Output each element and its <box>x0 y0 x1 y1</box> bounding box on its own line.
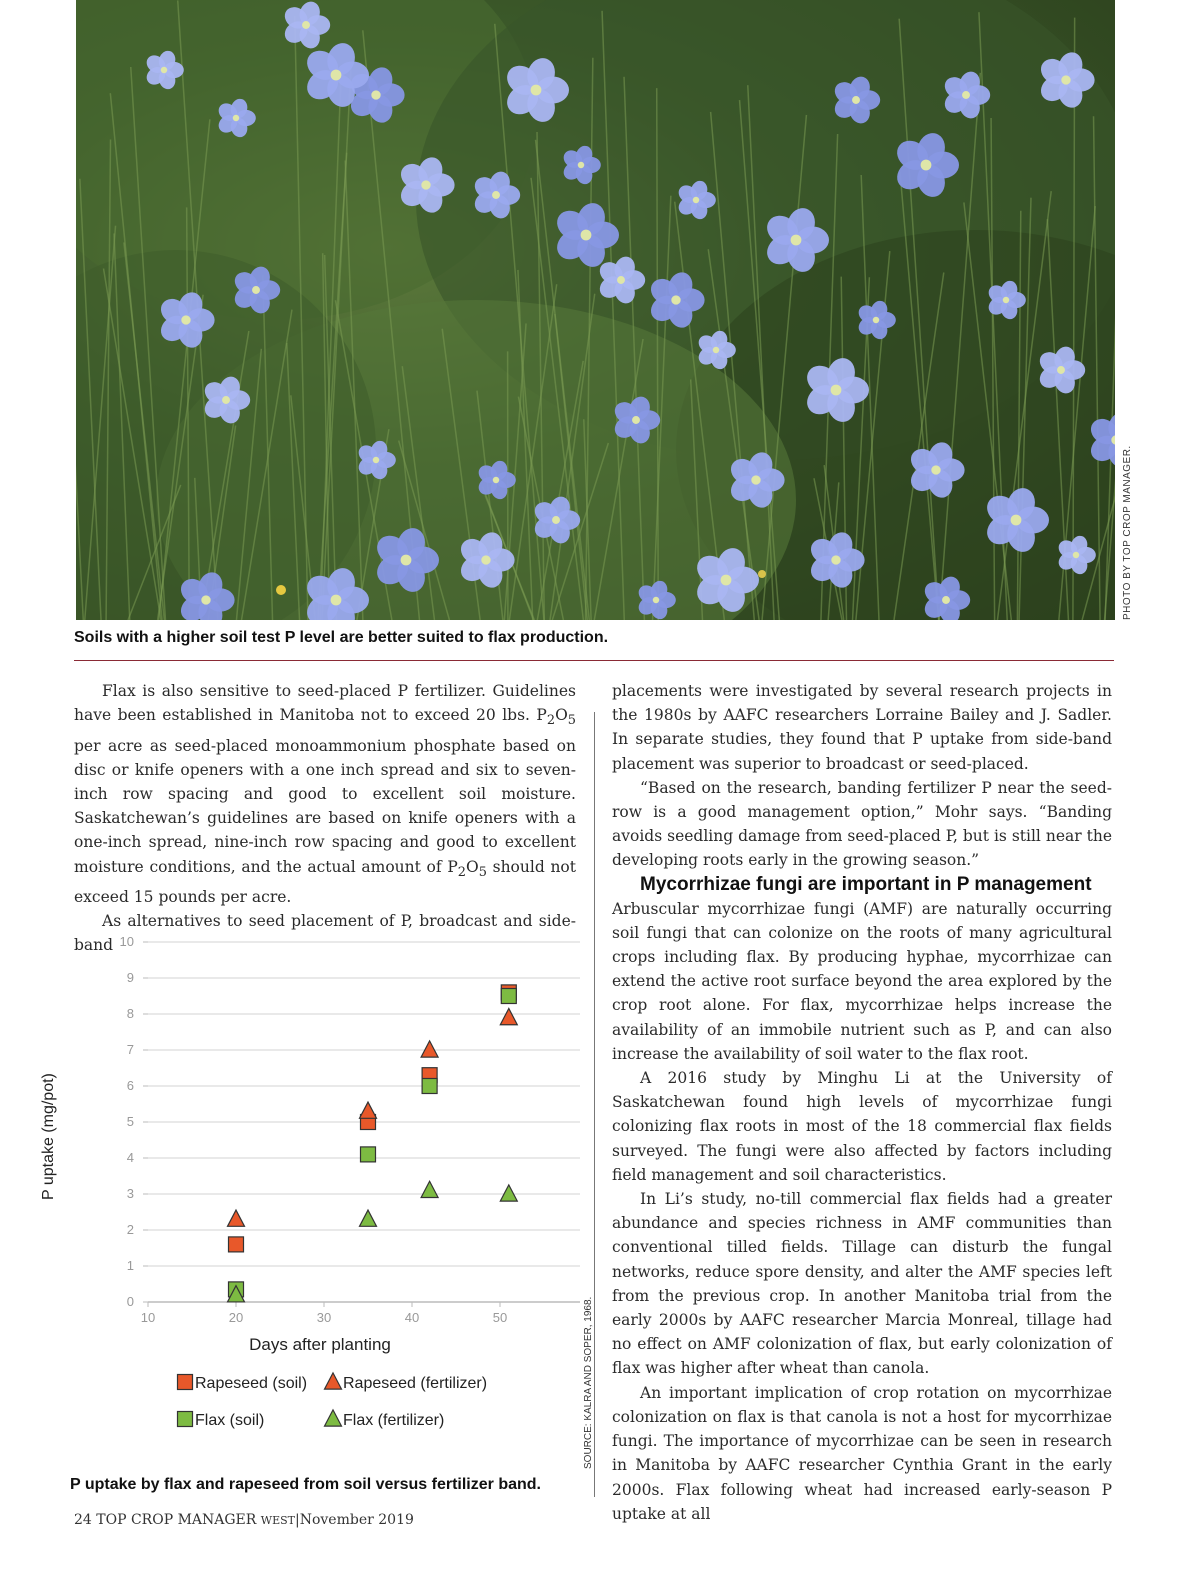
y-tick-label: 6 <box>126 1078 134 1093</box>
section-subhead: Mycorrhizae fungi are important in P management <box>640 873 1092 895</box>
legend-marker <box>178 1375 193 1390</box>
data-point-triangle <box>360 1210 377 1226</box>
chart-canvas <box>40 925 580 1470</box>
paragraph: In Li’s study, no-till commercial flax fields had a greater abundance and species richness in AMF communities than conventional tilled fields. Tillage can disturb the fungal networks, reduce spore density, and alter the AMF species left from the previous crop. In another Manitoba trial from the early 2000s by AAFC researcher Marcia Monreal, tillage had no effect on AMF colonization of flax, but early colonization of flax was higher after wheat than canola. <box>612 1190 1112 1378</box>
y-tick-label: 10 <box>119 934 134 949</box>
flax-flowers-illustration <box>76 0 1115 620</box>
page-number: 24 <box>74 1512 92 1528</box>
data-point-triangle <box>228 1210 245 1226</box>
paragraph: A 2016 study by Minghu Li at the University of Saskatchewan found high levels of mycorrhizae fungi colonizing flax roots in most of the 18 commercial flax fields surveyed. The fungi were also affected by factors including field management and soil characteristics. <box>612 1069 1112 1184</box>
legend-label: Rapeseed (soil) <box>195 1375 308 1392</box>
left-column <box>74 679 576 957</box>
data-point-square <box>229 1237 244 1252</box>
paragraph: Flax is also sensitive to seed-placed P fertilizer. Guidelines have been established in Manitoba not to exceed 20 lbs. $P_2O_5$ per acre as seed-placed monoammonium phosphate based on disc or knife openers with a one inch spread and six to seven-inch row spacing and good to excellent soil moisture. Saskatchewan’s guidelines are based on knife openers with a one-inch spread, nine-inch row spacing and good to excellent moisture conditions, and the actual amount of $P_2O_5$ should not exceed 15 pounds per acre. <box>74 682 576 906</box>
legend-label: Flax (soil) <box>195 1412 265 1429</box>
data-point-triangle <box>500 1185 517 1201</box>
y-axis-label: P uptake (mg/pot) <box>40 1073 57 1200</box>
chart-source: SOURCE: KALRA AND SOPER, 1968. <box>583 1296 594 1469</box>
x-tick-label: 20 <box>228 1310 244 1325</box>
p-uptake-chart <box>40 925 580 1485</box>
data-point-square <box>422 1079 437 1094</box>
y-tick-label: 1 <box>126 1258 134 1273</box>
data-point-square <box>501 989 516 1004</box>
y-tick-label: 5 <box>126 1114 134 1129</box>
data-point-triangle <box>360 1102 377 1118</box>
legend-marker <box>178 1412 193 1427</box>
y-tick-label: 3 <box>126 1186 134 1201</box>
legend-label: Rapeseed (fertilizer) <box>343 1375 488 1392</box>
y-tick-label: 4 <box>126 1150 134 1165</box>
x-tick-label: 40 <box>404 1310 420 1325</box>
paragraph: An important implication of crop rotation on mycorrhizae colonization on flax is that canola is not a host for mycorrhizae fungi. The importance of mycorrhizae can be seen in research in Manitoba by AAFC researcher Cynthia Grant in the early 2000s. Flax following wheat had increased early-season P uptake at all <box>612 1383 1112 1523</box>
y-tick-label: 7 <box>126 1042 134 1057</box>
photo-caption: Soils with a higher soil test P level are better suited to flax production. <box>74 629 609 646</box>
y-tick-label: 9 <box>126 970 134 985</box>
x-axis-label: Days after planting <box>249 1335 391 1354</box>
column-divider <box>594 712 595 1497</box>
caption-rule <box>74 660 1114 661</box>
footer-separator: | <box>295 1512 300 1528</box>
x-tick-label: 30 <box>316 1310 332 1325</box>
legend-marker <box>325 1373 342 1389</box>
paragraph: “Based on the research, banding fertilizer P near the seed-row is a good management option,” Mohr says. “Banding avoids seedling damage from seed-placed P, but is still near the developing roots early in the growing season.” <box>612 778 1112 870</box>
paragraph: placements were investigated by several research projects in the 1980s by AAFC researchers Lorraine Bailey and J. Sadler. In separate studies, they found that P uptake from side-band placement was superior to broadcast or seed-placed. <box>612 682 1112 773</box>
magazine-edition: WEST <box>260 1514 295 1527</box>
photo-credit: PHOTO BY TOP CROP MANAGER. <box>1122 445 1133 620</box>
data-point-square <box>361 1147 376 1162</box>
magazine-name: TOP CROP MANAGER <box>96 1512 257 1528</box>
flax-flowers-photo <box>76 0 1115 620</box>
data-point-triangle <box>421 1181 438 1197</box>
legend-marker <box>325 1410 342 1426</box>
y-tick-label: 8 <box>126 1006 134 1021</box>
issue-date: November 2019 <box>299 1512 414 1528</box>
data-point-triangle <box>421 1041 438 1057</box>
x-tick-label: 10 <box>140 1310 156 1325</box>
y-tick-label: 0 <box>126 1294 134 1309</box>
x-tick-label: 50 <box>492 1310 508 1325</box>
chart-caption: P uptake by flax and rapeseed from soil versus fertilizer band. <box>70 1476 541 1493</box>
y-tick-label: 2 <box>126 1222 134 1237</box>
legend-label: Flax (fertilizer) <box>343 1412 445 1429</box>
right-column <box>612 679 1112 1526</box>
paragraph: As alternatives to seed placement of P, broadcast and side-band <box>74 912 576 955</box>
paragraph: Arbuscular mycorrhizae fungi (AMF) are naturally occurring soil fungi that can colonize on the roots of many agricultural crops including flax. By producing hyphae, mycorrhizae can extend the active root surface beyond the area explored by the crop root alone. For flax, mycorrhizae helps increase the availability of an immobile nutrient such as P, and can also increase the availability of soil water to the flax root. <box>612 899 1112 1063</box>
page-footer <box>74 1512 414 1528</box>
data-point-triangle <box>500 1008 517 1024</box>
